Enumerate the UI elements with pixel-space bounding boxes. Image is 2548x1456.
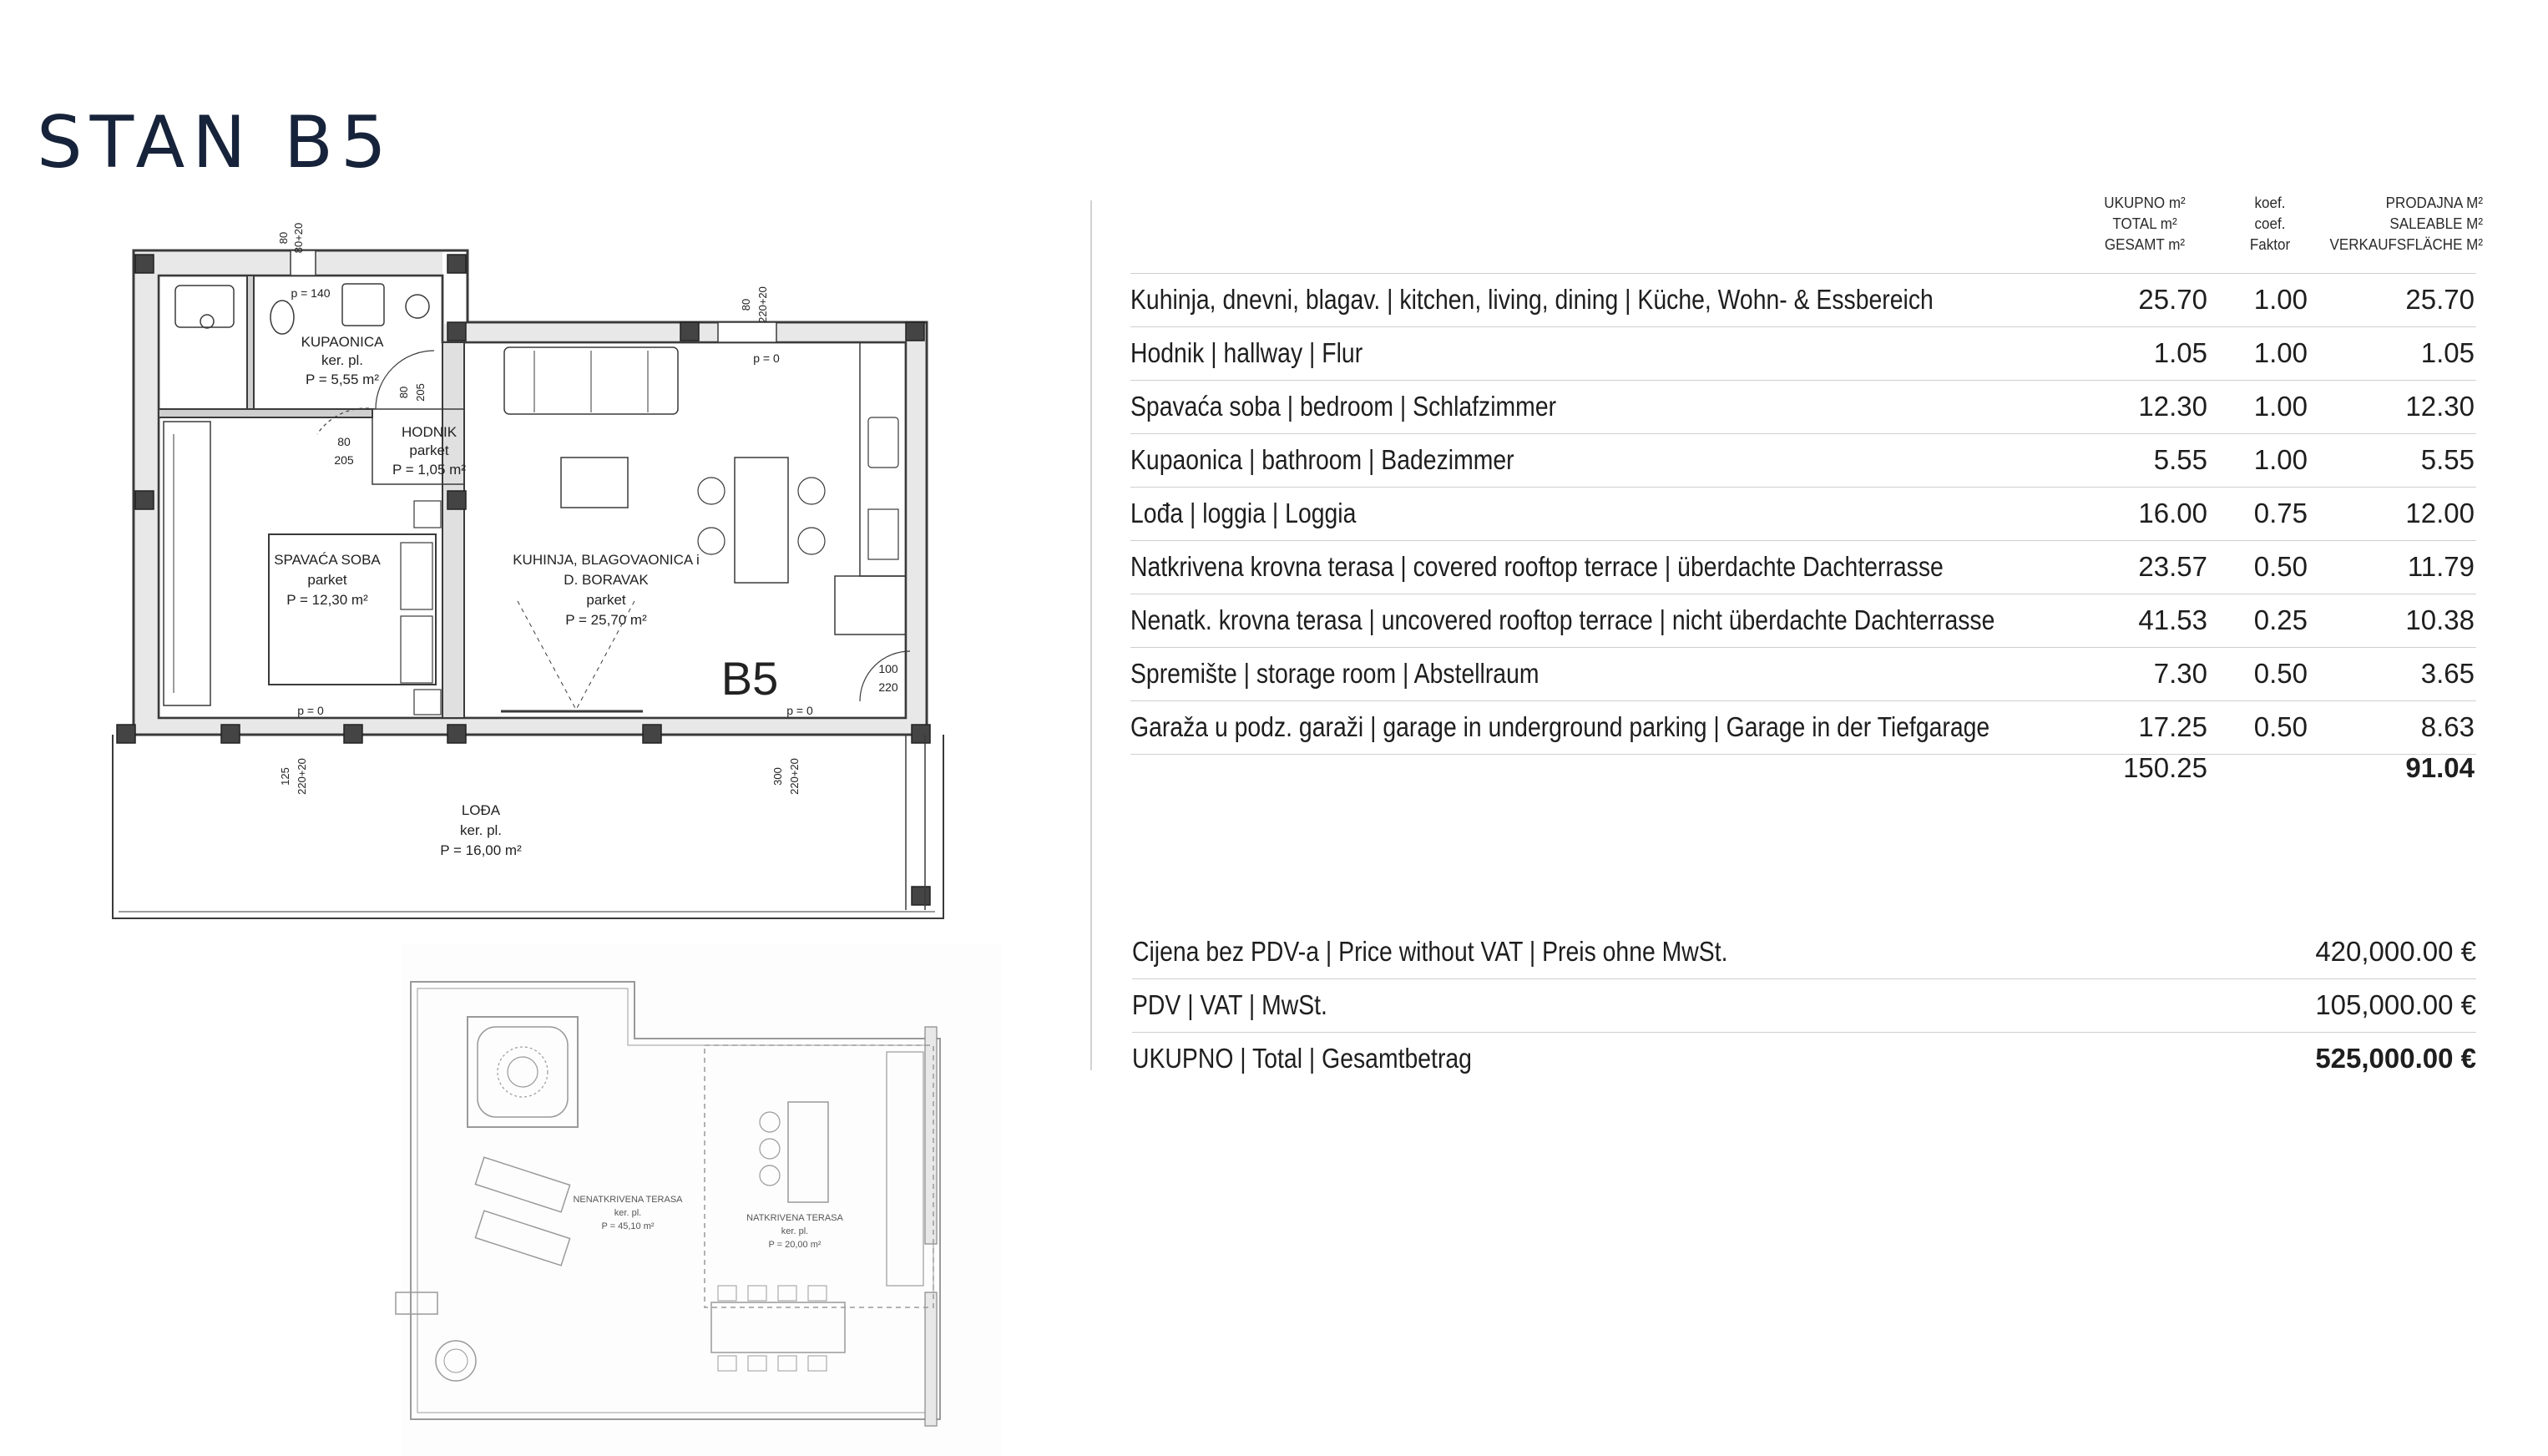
- price-label: Cijena bez PDV-a | Price without VAT | Preis ohne MwSt.: [1132, 936, 1728, 967]
- svg-text:P = 25,70 m²: P = 25,70 m²: [565, 612, 647, 628]
- unit-label: B5: [720, 652, 779, 705]
- svg-text:D. BORAVAK: D. BORAVAK: [564, 572, 649, 588]
- svg-text:parket: parket: [409, 442, 449, 458]
- row-divider: [1132, 978, 2476, 979]
- table-cell-coef: 0.50: [2253, 658, 2308, 689]
- table-cell-saleable: 1.05: [2420, 337, 2475, 368]
- price-value: 420,000.00 €: [2315, 936, 2476, 967]
- svg-text:ker. pl.: ker. pl.: [781, 1226, 809, 1236]
- apartment-plan: [113, 250, 943, 918]
- svg-text:ker. pl.: ker. pl.: [614, 1208, 642, 1218]
- table-cell-desc: Spremište | storage room | Abstellraum: [1130, 658, 1539, 689]
- table-cell-saleable: 3.65: [2420, 658, 2475, 689]
- svg-text:220+20: 220+20: [788, 758, 801, 795]
- header-total: UKUPNO m² TOTAL m² GESAMT m²: [2104, 194, 2186, 253]
- table-cell-total: 1.05: [2153, 337, 2207, 368]
- room-label: KUPAONICA: [301, 334, 384, 350]
- price-value: 525,000.00 €: [2315, 1043, 2476, 1074]
- row-divider: [1130, 380, 2476, 381]
- table-cell-desc: Kupaonica | bathroom | Badezimmer: [1130, 444, 1514, 475]
- table-cell-coef: 0.75: [2253, 498, 2308, 528]
- svg-text:80: 80: [277, 231, 290, 245]
- table-cell-total: 41.53: [2138, 604, 2207, 635]
- svg-text:p = 0: p = 0: [753, 351, 780, 365]
- table-cell-desc: Lođa | loggia | Loggia: [1130, 498, 1357, 528]
- room-label: SPAVAĆA SOBA: [274, 552, 381, 568]
- table-cell-coef: 1.00: [2253, 444, 2308, 475]
- svg-text:ker. pl.: ker. pl.: [321, 352, 364, 368]
- svg-text:125: 125: [279, 767, 291, 786]
- row-divider: [1132, 1032, 2476, 1033]
- svg-text:P = 45,10 m²: P = 45,10 m²: [601, 1221, 655, 1231]
- row-divider: [1130, 433, 2476, 434]
- svg-text:205: 205: [334, 453, 354, 467]
- table-cell-desc: Kuhinja, dnevni, blagav. | kitchen, living, dining | Küche, Wohn- & Essbereich: [1130, 284, 1934, 315]
- row-divider: [1130, 487, 2476, 488]
- svg-text:80: 80: [740, 298, 752, 311]
- sum-saleable: 91.04: [2405, 752, 2475, 783]
- table-cell-total: 25.70: [2138, 284, 2207, 315]
- table-cell-desc: Garaža u podz. garaži | garage in underground parking | Garage in der Tiefgarage: [1130, 711, 1990, 742]
- svg-text:220: 220: [878, 680, 898, 694]
- sum-total: 150.25: [2123, 752, 2207, 783]
- svg-text:p = 140: p = 140: [291, 286, 331, 300]
- row-divider: [1130, 326, 2476, 327]
- table-cell-total: 17.25: [2138, 711, 2207, 742]
- svg-text:220+20: 220+20: [296, 758, 308, 795]
- row-divider: [1130, 647, 2476, 648]
- svg-text:80: 80: [337, 435, 351, 448]
- svg-text:P = 12,30 m²: P = 12,30 m²: [286, 592, 368, 608]
- row-divider: [1130, 700, 2476, 701]
- svg-text:parket: parket: [586, 592, 626, 608]
- svg-text:205: 205: [414, 383, 427, 402]
- table-cell-coef: 1.00: [2253, 284, 2308, 315]
- header-coef: koef. coef. Faktor: [2249, 194, 2291, 253]
- table-cell-total: 23.57: [2138, 551, 2207, 582]
- table-cell-saleable: 5.55: [2420, 444, 2475, 475]
- table-cell-saleable: 25.70: [2405, 284, 2475, 315]
- svg-text:NATKRIVENA TERASA: NATKRIVENA TERASA: [746, 1213, 843, 1223]
- table-cell-desc: Spavaća soba | bedroom | Schlafzimmer: [1130, 391, 1557, 422]
- table-cell-desc: Nenatk. krovna terasa | uncovered rooftop terrace | nicht überdachte Dachterrasse: [1130, 604, 1995, 635]
- table-cell-total: 5.55: [2153, 444, 2207, 475]
- svg-text:parket: parket: [307, 572, 347, 588]
- svg-text:NENATKRIVENA TERASA: NENATKRIVENA TERASA: [573, 1195, 683, 1205]
- svg-text:P = 5,55 m²: P = 5,55 m²: [305, 372, 380, 387]
- floor-plan: [0, 0, 1035, 1456]
- row-divider: [1130, 273, 2476, 274]
- svg-text:80+20: 80+20: [292, 222, 305, 254]
- table-cell-total: 12.30: [2138, 391, 2207, 422]
- table-cell-desc: Natkrivena krovna terasa | covered rooftop terrace | überdachte Dachterrasse: [1130, 551, 1944, 582]
- svg-text:ker. pl.: ker. pl.: [459, 822, 503, 838]
- svg-text:80: 80: [397, 386, 410, 399]
- svg-text:p = 0: p = 0: [297, 704, 324, 717]
- table-cell-coef: 0.25: [2253, 604, 2308, 635]
- table-cell-saleable: 11.79: [2407, 551, 2475, 582]
- table-cell-saleable: 12.00: [2405, 498, 2475, 528]
- room-label: HODNIK: [401, 424, 458, 440]
- table-cell-coef: 0.50: [2253, 551, 2308, 582]
- svg-text:300: 300: [771, 767, 784, 786]
- page-title: STAN B5: [37, 101, 394, 185]
- table-cell-coef: 1.00: [2253, 337, 2308, 368]
- table-cell-saleable: 10.38: [2405, 604, 2475, 635]
- room-label: KUHINJA, BLAGOVAONICA i: [513, 552, 700, 568]
- svg-text:p = 0: p = 0: [786, 704, 813, 717]
- row-divider: [1130, 540, 2476, 541]
- header-saleable: PRODAJNA M² SALEABLE M² VERKAUFSFLÄCHE M²: [2329, 194, 2483, 253]
- svg-text:220+20: 220+20: [756, 286, 769, 323]
- price-label: UKUPNO | Total | Gesamtbetrag: [1132, 1043, 1472, 1074]
- rooftop-plan: [396, 943, 1002, 1456]
- svg-text:P = 1,05 m²: P = 1,05 m²: [392, 462, 467, 478]
- svg-text:100: 100: [878, 662, 898, 675]
- plan-labels: [274, 223, 898, 858]
- table-cell-desc: Hodnik | hallway | Flur: [1130, 337, 1363, 368]
- table-cell-total: 7.30: [2153, 658, 2207, 689]
- table-cell-saleable: 12.30: [2405, 391, 2475, 422]
- svg-text:P = 16,00 m²: P = 16,00 m²: [440, 842, 522, 858]
- row-divider: [1130, 754, 2476, 755]
- table-cell-total: 16.00: [2138, 498, 2207, 528]
- vertical-divider: [1090, 200, 1092, 1070]
- table-cell-coef: 0.50: [2253, 711, 2308, 742]
- table-cell-coef: 1.00: [2253, 391, 2308, 422]
- price-value: 105,000.00 €: [2315, 989, 2476, 1020]
- room-label: LOĐA: [461, 802, 501, 818]
- price-label: PDV | VAT | MwSt.: [1132, 989, 1327, 1020]
- svg-text:P = 20,00 m²: P = 20,00 m²: [768, 1240, 822, 1250]
- table-cell-saleable: 8.63: [2420, 711, 2475, 742]
